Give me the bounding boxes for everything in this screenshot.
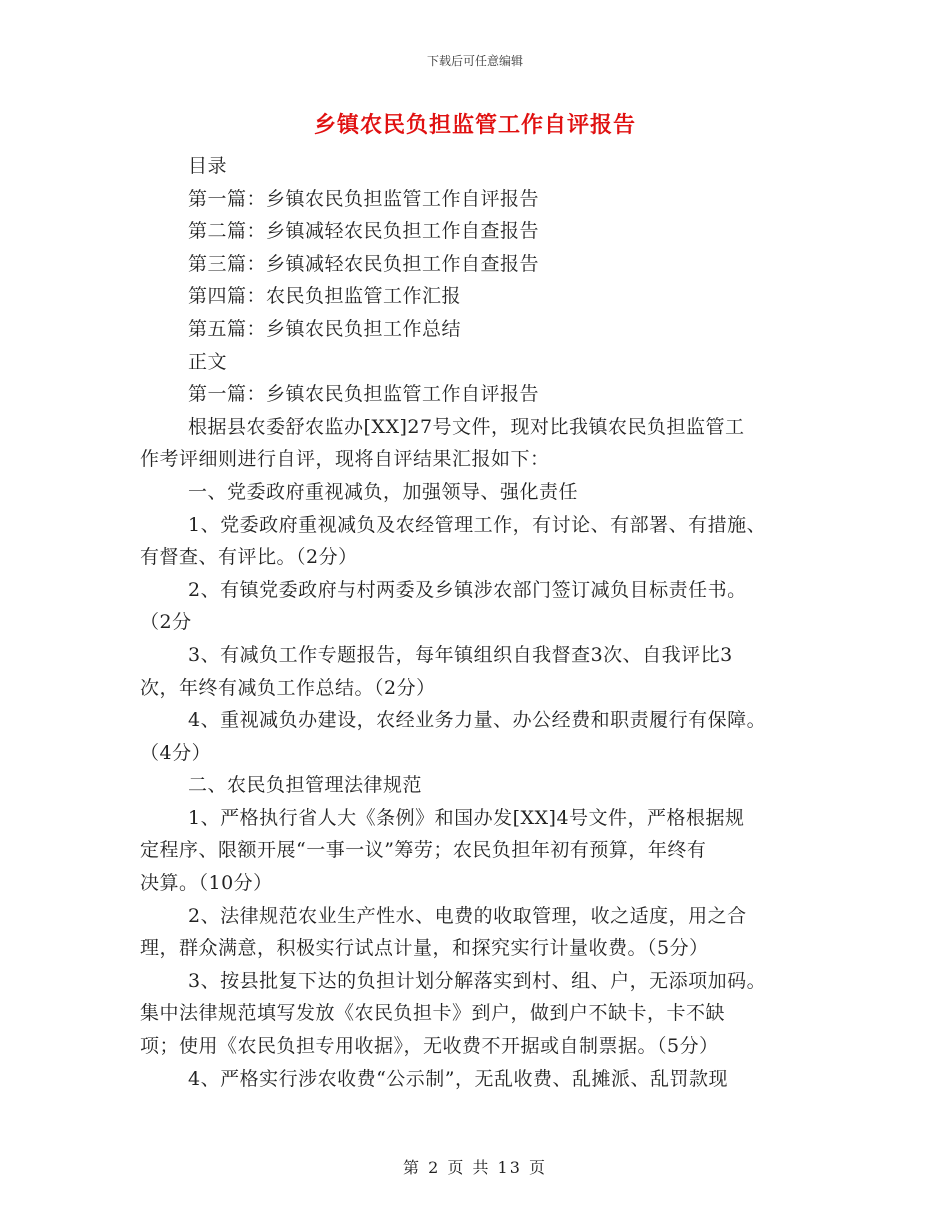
text-line: 3、按县批复下达的负担计划分解落实到村、组、户，无添项加码。: [188, 969, 767, 992]
text-line: 决算。（10分）: [140, 872, 273, 895]
document-title: 乡镇农民负担监管工作自评报告: [313, 112, 636, 138]
text-line: 第一篇：乡镇农民负担监管工作自评报告: [188, 383, 540, 406]
text-line: 第四篇：农民负担监管工作汇报: [188, 285, 462, 308]
text-line: 1、严格执行省人大《条例》和国办发[XX]4号文件，严格根据规: [188, 806, 745, 829]
text-line: 正文: [188, 350, 228, 373]
text-line: 第一篇：乡镇农民负担监管工作自评报告: [188, 187, 540, 210]
text-line: （2分: [140, 611, 192, 634]
text-line: 4、重视减负办建设，农经业务力量、办公经费和职责履行有保障。: [188, 709, 767, 732]
text-line: 2、法律规范农业生产性水、电费的收取管理，收之适度，用之合: [188, 904, 747, 927]
text-line: 第二篇：乡镇减轻农民负担工作自查报告: [188, 220, 540, 243]
text-line: 目录: [188, 155, 228, 177]
text-line: 一、党委政府重视减负，加强领导、强化责任: [188, 480, 579, 503]
document-body: [140, 150, 820, 1095]
page-header-note: 下载后可任意编辑: [426, 54, 523, 68]
text-line: 3、有减负工作专题报告，每年镇组织自我督查3次、自我评比3: [188, 643, 733, 666]
text-line: 1、党委政府重视减负及农经管理工作，有讨论、有部署、有措施、: [188, 513, 767, 536]
text-line: 二、农民负担管理法律规范: [188, 774, 423, 797]
page-number-footer: 第 2 页 共 13 页: [403, 1158, 547, 1177]
text-line: （4分）: [140, 741, 212, 764]
text-line: 4、严格实行涉农收费“公示制”，无乱收费、乱摊派、乱罚款现: [188, 1067, 729, 1090]
text-line: 定程序、限额开展“一事一议”筹劳；农民负担年初有预算，年终有: [140, 839, 707, 862]
text-line: 第三篇：乡镇减轻农民负担工作自查报告: [188, 252, 540, 275]
text-line: 作考评细则进行自评，现将自评结果汇报如下：: [140, 448, 550, 471]
text-line: 2、有镇党委政府与村两委及乡镇涉农部门签订减负目标责任书。: [188, 578, 747, 601]
text-line: 理，群众满意，积极实行试点计量，和探究实行计量收费。（5分）: [140, 937, 709, 960]
text-line: 根据县农委舒农监办[XX]27号文件，现对比我镇农民负担监管工: [188, 415, 745, 438]
text-line: 集中法律规范填写发放《农民负担卡》到户，做到户不缺卡，卡不缺: [140, 1002, 726, 1025]
text-line: 有督查、有评比。（2分）: [140, 546, 358, 569]
text-line: 次，年终有减负工作总结。（2分）: [140, 676, 436, 699]
text-line: 第五篇：乡镇农民负担工作总结: [188, 317, 462, 340]
text-line: 项；使用《农民负担专用收据》，无收费不开据或自制票据。（5分）: [140, 1035, 719, 1058]
